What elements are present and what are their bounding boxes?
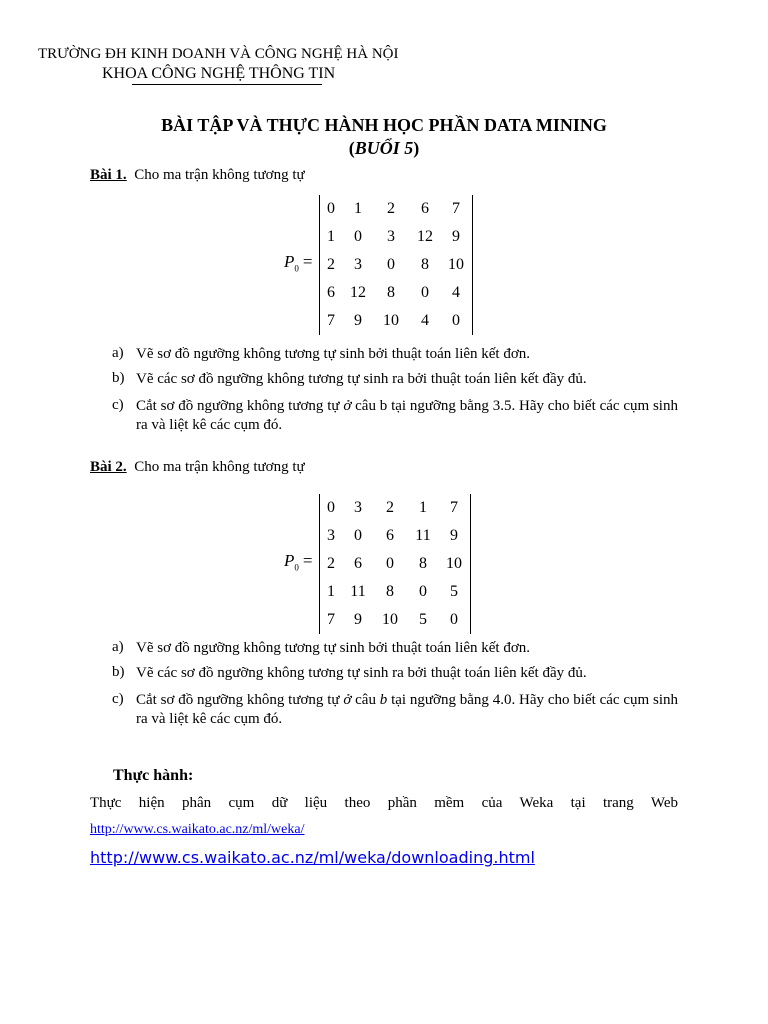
matrix-cell: 8 (419, 555, 427, 572)
matrix-cell: 0 (419, 583, 427, 600)
exercise-2-intro: Cho ma trận không tương tự (134, 459, 305, 475)
matrix-cell: 3 (354, 256, 362, 273)
exercise-2-heading (90, 459, 305, 476)
matrix-cell: 0 (452, 312, 460, 329)
matrix-cell: 2 (327, 555, 335, 572)
matrix-cell: 1 (419, 499, 427, 516)
matrix-row (320, 606, 470, 634)
matrix-cell: 7 (450, 499, 458, 516)
matrix-cell: 6 (354, 555, 362, 572)
item-text: Vẽ các sơ đồ ngưỡng không tương tự sinh ra bởi thuật toán liên kết đầy đủ. (136, 371, 587, 387)
exercise-2-item-a (112, 639, 678, 658)
exercise-2-matrix (319, 494, 471, 634)
item-text: Cắt sơ đồ ngưỡng không tương tự ở câu b tại ngưỡng bằng 3.5. Hãy cho biết các cụm sinh ra và liệt kê các cụm đó. (136, 398, 678, 433)
matrix-cell: 11 (415, 527, 431, 544)
matrix-cell: 7 (452, 200, 460, 217)
exercise-1-items (112, 345, 678, 435)
matrix-cell: 12 (417, 228, 433, 245)
matrix-cell: 0 (327, 200, 335, 217)
practice-text: Thực hiện phân cụm dữ liệu theo phần mềm của Weka tại trang Web (90, 795, 678, 811)
matrix-2-symbol: $P_0$ (284, 551, 299, 573)
matrix-cell: 6 (327, 284, 335, 301)
matrix-cell: 9 (354, 611, 362, 628)
matrix-cell: 5 (450, 583, 458, 600)
matrix-cell: 10 (448, 256, 464, 273)
matrix-cell: 8 (387, 284, 395, 301)
matrix-row (320, 251, 472, 279)
exercise-2-items (112, 639, 678, 729)
matrix-cell: 7 (327, 312, 335, 329)
practice-heading: Thực hành: (113, 767, 194, 784)
document-subtitle (0, 138, 768, 159)
matrix-row (320, 522, 470, 550)
matrix-cell: 0 (327, 499, 335, 516)
matrix-cell: 1 (354, 200, 362, 217)
item-marker: c) (112, 691, 124, 707)
matrix-cell: 9 (354, 312, 362, 329)
matrix-cell: 4 (452, 284, 460, 301)
matrix-cell: 0 (421, 284, 429, 301)
matrix-row (320, 550, 470, 578)
item-marker: a) (112, 639, 124, 655)
matrix-cell: 2 (386, 499, 394, 516)
matrix-cell: 0 (354, 228, 362, 245)
matrix-cell: 7 (327, 611, 335, 628)
matrix-cell: 0 (386, 555, 394, 572)
matrix-row (320, 223, 472, 251)
exercise-2-matrix-name (284, 551, 312, 572)
weka-link[interactable]: http://www.cs.waikato.ac.nz/ml/weka/ (90, 822, 305, 837)
matrix-cell: 1 (327, 228, 335, 245)
matrix-cell: 3 (354, 499, 362, 516)
faculty-underline (132, 84, 322, 85)
exercise-1-label: Bài 1. (90, 167, 127, 183)
faculty-name: KHOA CÔNG NGHỆ THÔNG TIN (102, 65, 336, 82)
subtitle-open-paren: ( (348, 138, 355, 158)
matrix-cell: 3 (387, 228, 395, 245)
document-title: BÀI TẬP VÀ THỰC HÀNH HỌC PHẦN DATA MINING (161, 115, 607, 135)
matrix-cell: 0 (354, 527, 362, 544)
university-name: TRƯỜNG ĐH KINH DOANH VÀ CÔNG NGHỆ HÀ NỘI (38, 46, 399, 62)
matrix-cell: 11 (350, 583, 366, 600)
matrix-cell: 10 (446, 555, 462, 572)
matrix-1-symbol: $P_0$ (284, 252, 299, 274)
item-marker: a) (112, 345, 124, 361)
exercise-2-item-c (112, 691, 678, 729)
matrix-cell: 1 (327, 583, 335, 600)
matrix-row (320, 279, 472, 307)
matrix-row (320, 494, 470, 522)
matrix-cell: 0 (450, 611, 458, 628)
item-marker: b) (112, 370, 125, 386)
item-text: Cắt sơ đồ ngưỡng không tương tự ở câu b tại ngưỡng bằng 4.0. Hãy cho biết các cụm sinh ra và liệt kê các cụm đó. (136, 692, 678, 727)
subtitle-close-paren: ) (413, 138, 420, 158)
exercise-1-item-b (112, 370, 678, 389)
matrix-cell: 10 (382, 611, 398, 628)
matrix-row (320, 578, 470, 606)
matrix-cell: 9 (452, 228, 460, 245)
matrix-cell: 6 (386, 527, 394, 544)
matrix-cell: 5 (419, 611, 427, 628)
exercise-1-item-c (112, 397, 678, 435)
matrix-row (320, 307, 472, 335)
matrix-row (320, 195, 472, 223)
exercise-1-intro: Cho ma trận không tương tự (134, 167, 305, 183)
matrix-2-equals: = (302, 551, 313, 570)
matrix-cell: 3 (327, 527, 335, 544)
exercise-2-label: Bài 2. (90, 459, 127, 475)
matrix-cell: 10 (383, 312, 399, 329)
matrix-cell: 6 (421, 200, 429, 217)
matrix-cell: 9 (450, 527, 458, 544)
matrix-cell: 2 (387, 200, 395, 217)
item-marker: b) (112, 664, 125, 680)
exercise-1-item-a (112, 345, 678, 364)
item-text: Vẽ sơ đồ ngưỡng không tương tự sinh bởi thuật toán liên kết đơn. (136, 346, 531, 362)
matrix-cell: 8 (421, 256, 429, 273)
weka-download-link[interactable]: http://www.cs.waikato.ac.nz/ml/weka/downloading.html (90, 848, 535, 867)
item-marker: c) (112, 397, 124, 413)
matrix-cell: 2 (327, 256, 335, 273)
exercise-1-heading (90, 167, 305, 184)
matrix-cell: 12 (350, 284, 366, 301)
matrix-cell: 4 (421, 312, 429, 329)
matrix-1-equals: = (302, 252, 313, 271)
matrix-cell: 8 (386, 583, 394, 600)
exercise-1-matrix-name (284, 252, 312, 273)
subtitle-session: BUỔI 5 (354, 138, 414, 158)
exercise-1-matrix (319, 195, 473, 335)
item-text: Vẽ sơ đồ ngưỡng không tương tự sinh bởi thuật toán liên kết đơn. (136, 640, 531, 656)
exercise-2-item-b (112, 664, 678, 683)
item-text: Vẽ các sơ đồ ngưỡng không tương tự sinh ra bởi thuật toán liên kết đầy đủ. (136, 665, 587, 681)
matrix-cell: 0 (387, 256, 395, 273)
